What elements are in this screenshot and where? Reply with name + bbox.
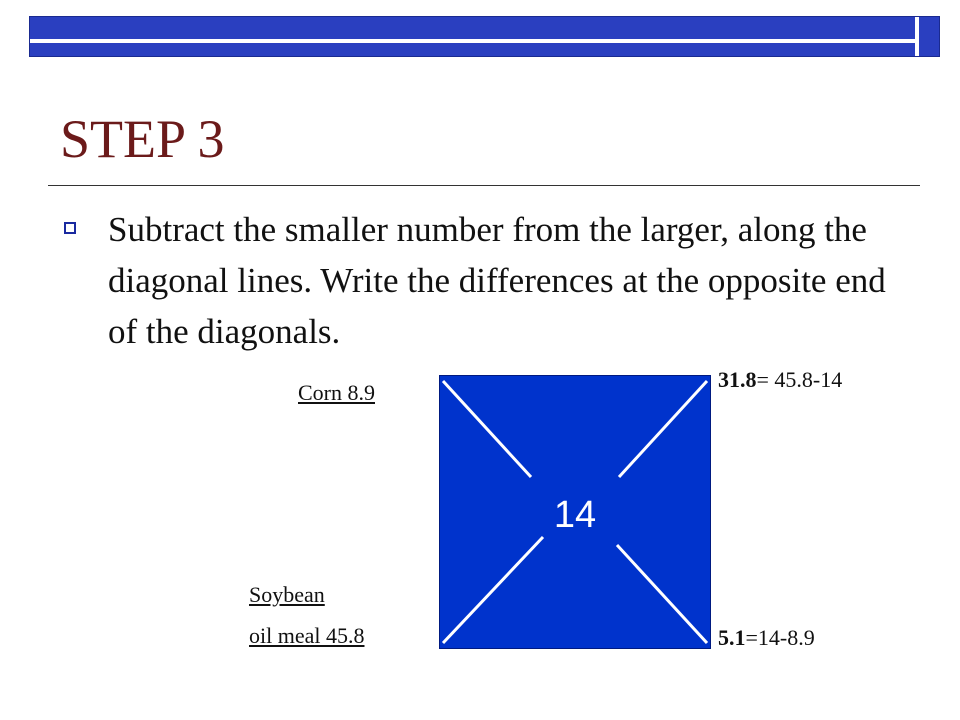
pearson-square bbox=[439, 375, 711, 649]
square-bullet-icon bbox=[64, 222, 76, 234]
soybean-label-line1: Soybean bbox=[249, 582, 325, 607]
bullet-text: Subtract the smaller number from the larger, along the diagonal lines. Write the differences at the opposite end of the diagonals. bbox=[108, 210, 886, 351]
top-decorative-bar bbox=[29, 16, 940, 57]
title-underline bbox=[48, 185, 920, 186]
corn-parts-value: 31.8 bbox=[718, 367, 757, 392]
soybean-parts-value: 5.1 bbox=[718, 625, 746, 650]
soybean-parts-formula: =14-8.9 bbox=[745, 625, 815, 650]
corn-parts-label bbox=[718, 365, 842, 395]
corn-parts-formula: = 45.8-14 bbox=[756, 367, 843, 392]
top-bar-stripe bbox=[30, 39, 917, 43]
soybean-parts-label bbox=[718, 623, 815, 653]
slide-title: STEP 3 bbox=[60, 109, 225, 169]
top-bar-divider bbox=[915, 17, 919, 56]
corn-label: Corn 8.9 bbox=[298, 380, 375, 405]
target-value: 14 bbox=[553, 494, 597, 536]
soybean-label-line2: oil meal 45.8 bbox=[249, 623, 365, 648]
